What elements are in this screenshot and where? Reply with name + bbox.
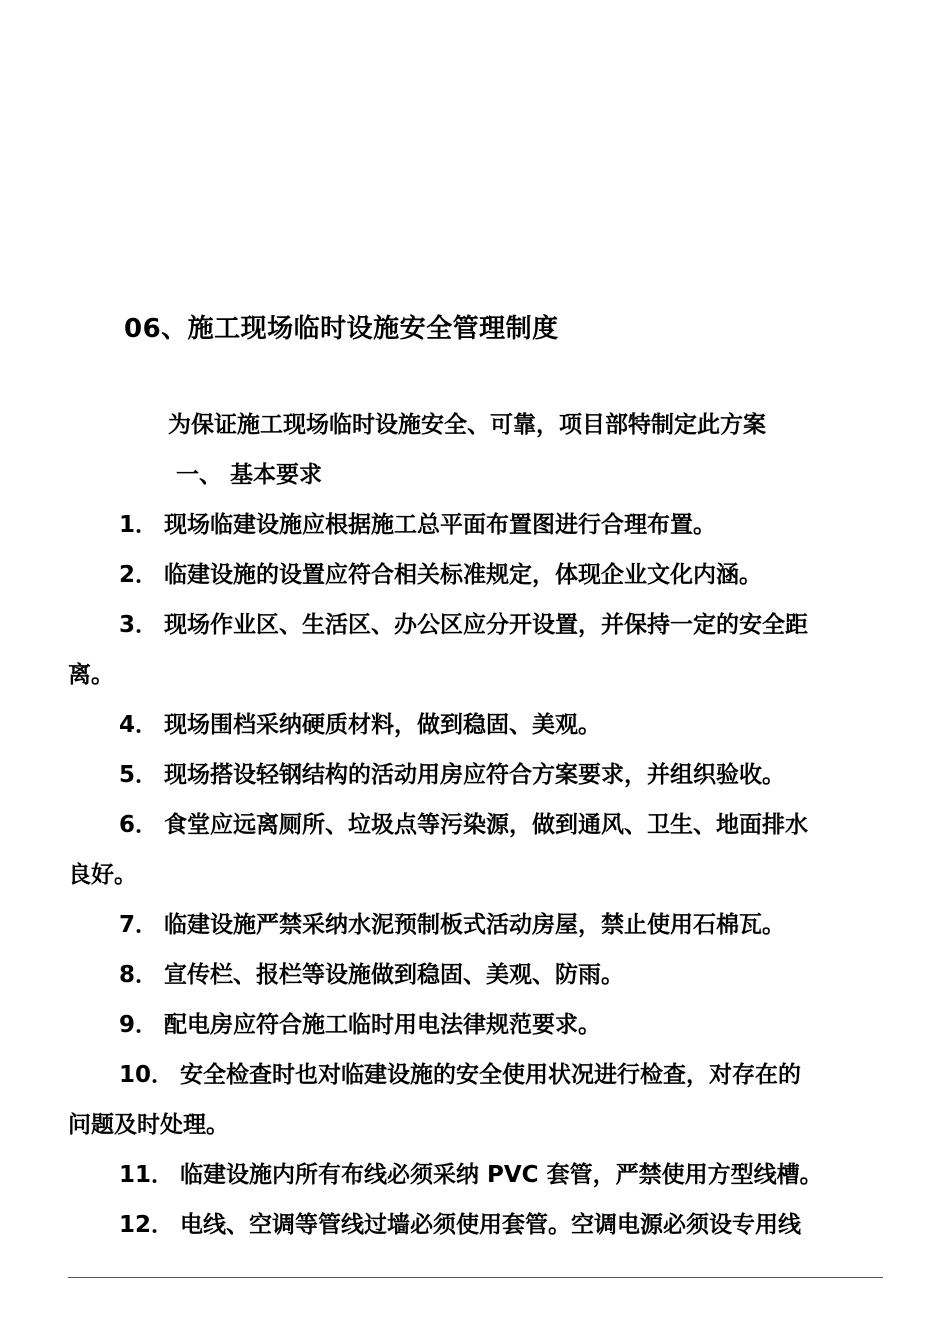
- list-item-3: [68, 600, 884, 650]
- item-number: 9．: [119, 1012, 159, 1038]
- list-item-3-continuation: 离。: [68, 662, 114, 688]
- list-item-12: [68, 1200, 884, 1250]
- item-text: 安全检查时也对临建设施的安全使用状况进行检查，对存在的: [180, 1062, 802, 1088]
- intro-paragraph: 为保证施工现场临时设施安全、可靠，项目部特制定此方案: [168, 412, 766, 438]
- list-item-2: [68, 550, 884, 600]
- list-item-10: [68, 1050, 884, 1100]
- item-text: 宣传栏、报栏等设施做到稳固、美观、防雨。: [164, 962, 625, 988]
- item-number: 5．: [119, 762, 159, 788]
- list-item-4: [68, 700, 884, 750]
- item-text: 现场围档采纳硬质材料，做到稳固、美观。: [164, 712, 602, 738]
- item-text: 电线、空调等管线过墙必须使用套管。空调电源必须设专用线: [180, 1212, 802, 1238]
- item-number: 2．: [119, 562, 159, 588]
- list-item-7: [68, 900, 884, 950]
- item-text: 临建设施的设置应符合相关标准规定，体现企业文化内涵。: [164, 562, 763, 588]
- item-text: 配电房应符合施工临时用电法律规范要求。: [164, 1012, 602, 1038]
- document-body: [68, 400, 884, 1250]
- list-item-6: [68, 800, 884, 850]
- list-item-5: [68, 750, 884, 800]
- item-text: 临建设施严禁采纳水泥预制板式活动房屋，禁止使用石棉瓦。: [164, 912, 786, 938]
- item-number: 1．: [119, 512, 159, 538]
- item-number: 7．: [119, 912, 159, 938]
- item-number: 4．: [119, 712, 159, 738]
- page-divider: [68, 1277, 883, 1278]
- list-item-10-continuation: 问题及时处理。: [68, 1112, 229, 1138]
- list-item-6-continuation: 良好。: [68, 862, 137, 888]
- item-text: 现场搭设轻钢结构的活动用房应符合方案要求，并组织验收。: [164, 762, 786, 788]
- list-item-8: [68, 950, 884, 1000]
- list-item-1: [68, 500, 884, 550]
- section-heading: 一、 基本要求: [176, 462, 323, 488]
- item-text: 现场临建设施应根据施工总平面布置图进行合理布置。: [164, 512, 717, 538]
- item-text: 食堂应远离厕所、垃圾点等污染源，做到通风、卫生、地面排水: [164, 812, 809, 838]
- item-number: 10．: [119, 1062, 175, 1088]
- item-number: 11．: [119, 1162, 175, 1188]
- list-item-11: [68, 1150, 884, 1200]
- document-title: 06、施工现场临时设施安全管理制度: [124, 314, 559, 344]
- item-number: 12．: [119, 1212, 175, 1238]
- item-text: 现场作业区、生活区、办公区应分开设置，并保持一定的安全距: [164, 612, 809, 638]
- item-text: 临建设施内所有布线必须采纳 PVC 套管，严禁使用方型线槽。: [180, 1162, 823, 1188]
- list-item-9: [68, 1000, 884, 1050]
- item-number: 3．: [119, 612, 159, 638]
- item-number: 6．: [119, 812, 159, 838]
- item-number: 8．: [119, 962, 159, 988]
